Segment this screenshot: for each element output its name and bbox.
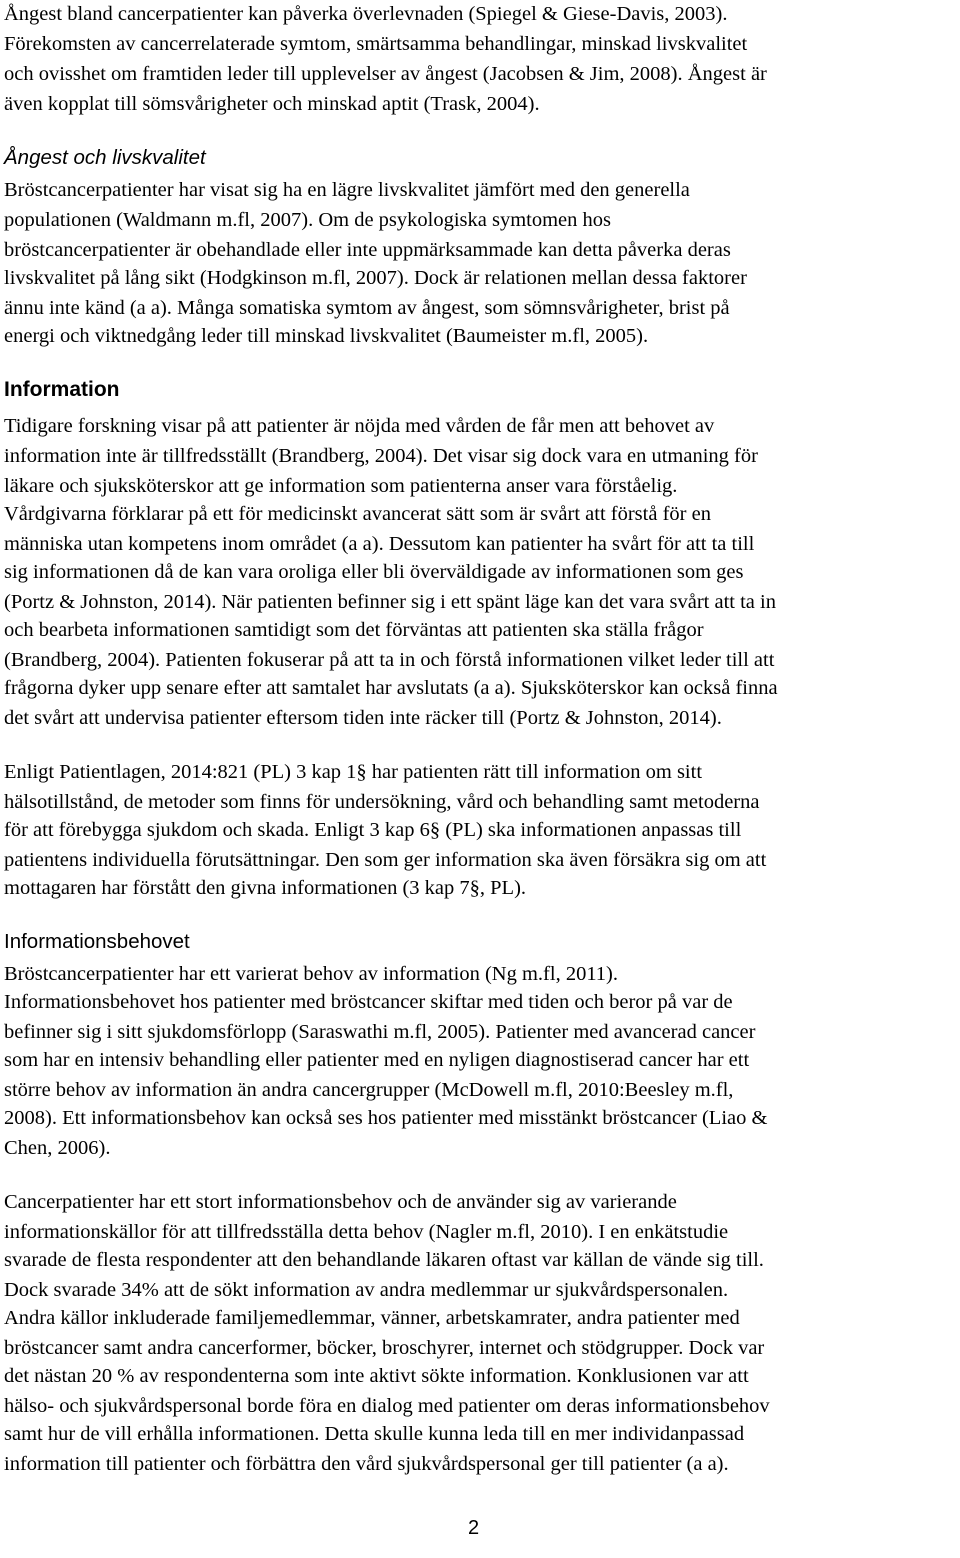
- text-line: information till patienter och förbättra den vård sjukvårdspersonal ger till patienter (a a).: [4, 1453, 729, 1475]
- text-line: människa utan kompetens inom området (a a). Dessutom kan patienter ha svårt för att ta till: [4, 533, 755, 555]
- text-line: (Brandberg, 2004). Patienten fokuserar på att ta in och förstå informationen vilket leder till att: [4, 649, 775, 671]
- text-line: Informationsbehovet hos patienter med bröstcancer skiftar med tiden och beror på var de: [4, 991, 733, 1013]
- text-line: befinner sig i sitt sjukdomsförlopp (Saraswathi m.fl, 2005). Patienter med avancerad cancer: [4, 1021, 756, 1043]
- text-line: 2008). Ett informationsbehov kan också ses hos patienter med misstänkt bröstcancer (Liao &: [4, 1107, 768, 1129]
- text-line: frågorna dyker upp senare efter att samtalet har avslutats (a a). Sjuksköterskor kan också finna: [4, 677, 778, 699]
- text-line: även kopplat till sömsvårigheter och minskad aptit (Trask, 2004).: [4, 93, 540, 115]
- text-line: Cancerpatienter har ett stort informationsbehov och de använder sig av varierande: [4, 1191, 677, 1213]
- text-line: energi och viktnedgång leder till minskad livskvalitet (Baumeister m.fl, 2005).: [4, 325, 649, 347]
- text-line: läkare och sjuksköterskor att ge information som patienterna anser vara förståelig.: [4, 475, 678, 497]
- text-line: samt hur de vill erhålla informationen. Detta skulle kunna leda till en mer individanpassad: [4, 1423, 745, 1445]
- text-line: Vårdgivarna förklarar på ett för medicinskt avancerat sätt som är svårt att förstå för en: [4, 503, 711, 525]
- text-line: bröstcancerpatienter är obehandlade eller inte uppmärksammade kan detta påverka deras: [4, 239, 731, 261]
- text-line: mottagaren har förstått den givna informationen (3 kap 7§, PL).: [4, 877, 527, 899]
- text-line: patientens individuella förutsättningar. Den som ger information ska även försäkra sig om att: [4, 849, 767, 871]
- text-line: det nästan 20 % av respondenterna som inte aktivt sökte information. Konklusionen var att: [4, 1365, 749, 1387]
- text-line: information inte är tillfredsställt (Brandberg, 2004). Det visar sig dock vara en utmaning för: [4, 445, 758, 467]
- page-number: 2: [468, 1517, 480, 1539]
- text-line: Förekomsten av cancerrelaterade symtom, smärtsamma behandlingar, minskad livskvalitet: [4, 33, 748, 55]
- text-line: Tidigare forskning visar på att patienter är nöjda med vården de får men att behovet av: [4, 415, 715, 437]
- text-line: Bröstcancerpatienter har visat sig ha en lägre livskvalitet jämfört med den generella: [4, 179, 690, 201]
- text-line: livskvalitet på lång sikt (Hodgkinson m.fl, 2007). Dock är relationen mellan dessa faktorer: [4, 267, 747, 289]
- text-line: svarade de flesta respondenter att den behandlande läkaren oftast var källan de vände sig till.: [4, 1249, 764, 1271]
- text-line: hälso- och sjukvårdspersonal borde föra en dialog med patienter om deras informationsbehov: [4, 1395, 770, 1417]
- text-line: (Portz & Johnston, 2014). När patienten befinner sig i ett spänt läge kan det vara svårt att ta in: [4, 591, 776, 613]
- text-line: som har en intensiv behandling eller patienter med en nyligen diagnostiserad cancer har ett: [4, 1049, 750, 1071]
- text-line: Bröstcancerpatienter har ett varierat behov av information (Ng m.fl, 2011).: [4, 963, 619, 985]
- text-line: informationskällor för att tillfredsställa detta behov (Nagler m.fl, 2010). I en enkätstudie: [4, 1221, 729, 1243]
- section-heading-informationsbehovet: Informationsbehovet: [4, 930, 190, 953]
- text-line: hälsotillstånd, de metoder som finns för undersökning, vård och behandling samt metoderna: [4, 791, 760, 813]
- text-line: och bearbeta informationen samtidigt som det förväntas att patienten ska ställa frågor: [4, 619, 704, 641]
- text-line: Chen, 2006).: [4, 1137, 111, 1159]
- text-line: Ångest bland cancerpatienter kan påverka överlevnaden (Spiegel & Giese-Davis, 2003).: [4, 3, 728, 25]
- section-heading-livskvalitet: Ångest och livskvalitet: [4, 146, 206, 169]
- text-line: större behov av information än andra cancergrupper (McDowell m.fl, 2010:Beesley m.fl,: [4, 1079, 734, 1101]
- section-heading-information: Information: [4, 378, 120, 401]
- text-line: ännu inte känd (a a). Många somatiska symtom av ångest, som sömnsvårigheter, brist på: [4, 297, 730, 319]
- text-line: sig informationen då de kan vara oroliga eller bli överväldigade av informationen som ges: [4, 561, 744, 583]
- text-line: det svårt att undervisa patienter eftersom tiden inte räcker till (Portz & Johnston, 2014).: [4, 707, 722, 729]
- text-line: bröstcancer samt andra cancerformer, böcker, broschyrer, internet och stödgrupper. Dock var: [4, 1337, 765, 1359]
- text-line: och ovisshet om framtiden leder till upplevelser av ångest (Jacobsen & Jim, 2008). Ångest är: [4, 63, 767, 85]
- text-line: populationen (Waldmann m.fl, 2007). Om de psykologiska symtomen hos: [4, 209, 612, 231]
- text-line: Andra källor inkluderade familjemedlemmar, vänner, arbetskamrater, andra patienter med: [4, 1307, 740, 1329]
- text-line: Enligt Patientlagen, 2014:821 (PL) 3 kap 1§ har patienten rätt till information om sitt: [4, 761, 703, 783]
- text-line: för att förebygga sjukdom och skada. Enligt 3 kap 6§ (PL) ska informationen anpassas till: [4, 819, 742, 841]
- text-line: Dock svarade 34% att de sökt information av andra medlemmar ur sjukvårdspersonalen.: [4, 1279, 729, 1301]
